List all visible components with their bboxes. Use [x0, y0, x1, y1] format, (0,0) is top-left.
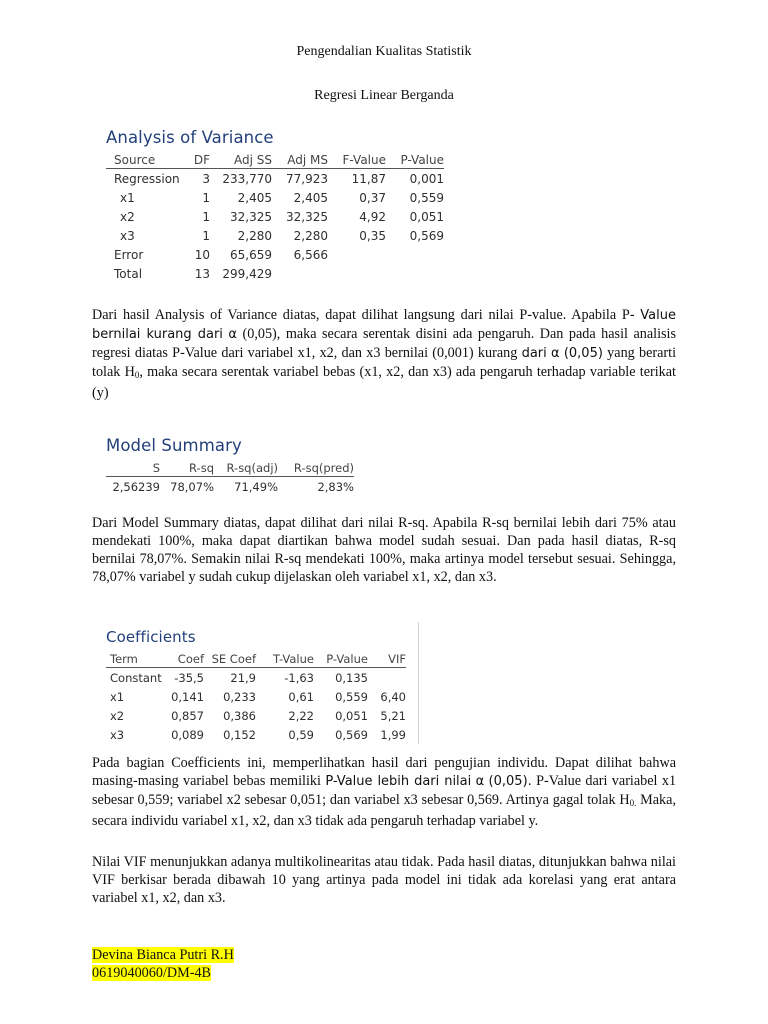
alpha-symbol: α [551, 346, 560, 361]
table-row [106, 207, 444, 226]
model-summary-explanation-paragraph: Dari Model Summary diatas, dapat dilihat dari nilai R-sq. Apabila R-sq bernilai lebih dari 75% atau mendekati 100%, maka dapat diartikan bahwa model sudah sesuai. Dan pada hasil diatas, R-sq bernilai 78,07%. Semakin nilai R-sq mendekati 100%, maka artinya model tersebut sesuai. Sehingga, 78,07% variabel y sudah cukup dijelaskan oleh variabel x1, x2, dan x3. [92, 515, 676, 585]
coefficients-cell: 0,857 [171, 708, 204, 723]
coefficients-cell: 0,61 [288, 689, 314, 704]
anova-cell: 77,923 [286, 171, 328, 186]
paragraph-text: P-Value lebih dari nilai [325, 774, 472, 789]
coefficients-cell [368, 668, 406, 688]
coefficients-cell: 21,9 [230, 670, 256, 685]
table-row [106, 169, 444, 189]
coefficients-cell: x1 [110, 689, 125, 704]
table-row [106, 706, 406, 725]
table-row [106, 725, 406, 744]
paragraph-text: (0,05), maka secara serentak disini ada pengaruh. Dan pada hasil analisis regresi diatas P-Value dari variabel x1, x2, dan x3 bernilai (0,001) kurang [92, 326, 677, 361]
coefficients-block [106, 628, 406, 744]
alpha-symbol: α [475, 774, 485, 789]
document-header-course: Pengendalian Kualitas Statistik [296, 44, 472, 59]
coefficients-col-header: Term [110, 652, 138, 666]
anova-cell: 0,35 [359, 228, 386, 243]
paragraph-text: Pada bagian Coefficients ini, memperlihatkan hasil dari pengujian individu. Dapat dilihat bahwa masing-masing variabel bebas memiliki [92, 755, 676, 789]
model-summary-cell: 78,07% [170, 479, 214, 494]
coefficients-cell: 0,141 [171, 689, 204, 704]
anova-cell: Total [114, 266, 143, 281]
anova-col-header: F-Value [342, 153, 386, 167]
anova-cell: 2,405 [293, 190, 328, 205]
coefficients-cell: 0,152 [223, 727, 256, 742]
paragraph-text: yang berarti tolak H [92, 345, 677, 380]
anova-cell: 32,325 [230, 209, 272, 224]
anova-cell: 233,770 [222, 171, 272, 186]
coefficients-cell: 2,22 [288, 708, 314, 723]
anova-col-header: Source [114, 153, 156, 167]
coefficients-cell: 0,135 [335, 670, 368, 685]
anova-cell: 6,566 [293, 247, 328, 262]
table-divider-line [418, 622, 419, 744]
author-name: Devina Bianca Putri R.H [92, 947, 234, 963]
table-row [106, 264, 444, 283]
coefficients-cell: 0,59 [288, 727, 314, 742]
coefficients-cell: x2 [110, 708, 125, 723]
coefficients-col-header: SE Coef [211, 652, 256, 666]
table-row [106, 687, 406, 706]
subscript: 0. [629, 798, 637, 808]
model-summary-col-header: S [152, 461, 160, 475]
anova-cell: 4,92 [359, 209, 386, 224]
coefficients-cell: x3 [110, 727, 125, 742]
model-summary-cell: 2,83% [317, 479, 354, 494]
anova-cell: 65,659 [230, 247, 272, 262]
anova-col-header: P-Value [400, 153, 444, 167]
alpha-symbol: α [228, 327, 237, 342]
anova-title: Analysis of Variance [106, 128, 274, 147]
anova-cell: 0,559 [409, 190, 444, 205]
paragraph-text: Value bernilai kurang dari [92, 308, 676, 342]
anova-cell: 11,87 [351, 171, 386, 186]
anova-cell: x1 [120, 190, 135, 205]
anova-explanation-paragraph [92, 306, 676, 402]
coefficients-col-header: Coef [177, 652, 204, 666]
model-summary-col-header: R-sq [189, 461, 214, 475]
anova-col-header: Adj MS [287, 153, 328, 167]
paragraph-text: Dari hasil Analysis of Variance diatas, dapat dilihat langsung dari nilai P-value. Apabila P- [92, 307, 635, 323]
paragraph-text: (0,05). [488, 774, 532, 789]
paragraph-text: dari [521, 346, 547, 361]
anova-cell: 0,001 [409, 171, 444, 186]
coefficients-title: Coefficients [106, 628, 196, 646]
coefficients-cell: 0,559 [335, 689, 368, 704]
table-row [106, 245, 444, 264]
anova-table-block [106, 128, 444, 283]
coefficients-cell: 5,21 [380, 708, 406, 723]
anova-cell: 299,429 [222, 266, 272, 281]
coefficients-cell: 0,386 [223, 708, 256, 723]
anova-cell: 32,325 [286, 209, 328, 224]
anova-cell [386, 245, 444, 264]
coefficients-cell: -1,63 [284, 670, 314, 685]
anova-cell: x2 [120, 209, 135, 224]
model-summary-table [106, 461, 354, 496]
table-row [106, 188, 444, 207]
coefficients-cell: 6,40 [380, 689, 406, 704]
coefficients-cell: Constant [110, 670, 162, 685]
anova-cell: 2,405 [237, 190, 272, 205]
coefficients-cell: 0,233 [223, 689, 256, 704]
author-footer [92, 946, 234, 982]
coefficients-cell: -35,5 [174, 670, 204, 685]
model-summary-cell: 71,49% [234, 479, 278, 494]
anova-cell: Regression [114, 171, 180, 186]
coefficients-cell: 0,089 [171, 727, 204, 742]
paragraph-text: , maka secara serentak variabel bebas (x1, x2, dan x3) ada pengaruh terhadap variable terikat (y) [92, 364, 676, 401]
paragraph-text: P-Value dari variabel x1 sebesar 0,559; variabel x2 sebesar 0,051; dan variabel x3 sebesar 0,569. Artinya gagal tolak H [92, 773, 677, 808]
anova-cell: 13 [194, 266, 210, 281]
coefficients-explanation-paragraph [92, 754, 676, 830]
anova-cell [328, 264, 386, 283]
coefficients-col-header: P-Value [326, 652, 368, 666]
coefficients-cell: 1,99 [380, 727, 406, 742]
table-row [106, 668, 406, 688]
model-summary-cell: 2,56239 [112, 479, 160, 494]
model-summary-title: Model Summary [106, 436, 242, 455]
anova-cell [328, 245, 386, 264]
anova-cell: 1 [202, 209, 210, 224]
anova-cell: Error [114, 247, 144, 262]
paragraph-text: Maka, secara individu variabel x1, x2, dan x3 tidak ada pengaruh terhadap variabel y. [92, 792, 676, 829]
model-summary-col-header: R-sq(pred) [293, 461, 354, 475]
coefficients-col-header: T-Value [272, 652, 314, 666]
anova-cell: 2,280 [293, 228, 328, 243]
anova-cell: 3 [202, 171, 210, 186]
model-summary-block [106, 436, 354, 496]
anova-cell: 1 [202, 190, 210, 205]
vif-explanation-paragraph: Nilai VIF menunjukkan adanya multikolinearitas atau tidak. Pada hasil diatas, ditunjukkan bahwa nilai VIF berkisar berada dibawah 10 yang artinya pada model ini tidak ada korelasi yang erat antara variabel x1, x2, dan x3. [92, 854, 676, 906]
anova-col-header: DF [193, 153, 210, 167]
coefficients-cell: 0,051 [335, 708, 368, 723]
anova-cell: 0,051 [409, 209, 444, 224]
anova-table [106, 153, 444, 283]
anova-cell: 1 [202, 228, 210, 243]
anova-cell: x3 [120, 228, 135, 243]
author-id: 0619040060/DM-4B [92, 965, 212, 981]
coefficients-col-header: VIF [388, 652, 406, 666]
anova-cell: 10 [194, 247, 210, 262]
coefficients-cell: 0,569 [335, 727, 368, 742]
anova-cell [272, 264, 328, 283]
subscript: 0 [134, 370, 140, 380]
document-header-topic: Regresi Linear Berganda [314, 88, 454, 103]
model-summary-col-header: R-sq(adj) [226, 461, 278, 475]
anova-col-header: Adj SS [234, 153, 272, 167]
anova-cell: 0,37 [359, 190, 386, 205]
anova-cell: 2,280 [237, 228, 272, 243]
table-row [106, 226, 444, 245]
paragraph-text: (0,05) [563, 346, 603, 361]
coefficients-table [106, 652, 406, 744]
table-row [106, 477, 354, 497]
anova-cell: 0,569 [409, 228, 444, 243]
anova-cell [386, 264, 444, 283]
